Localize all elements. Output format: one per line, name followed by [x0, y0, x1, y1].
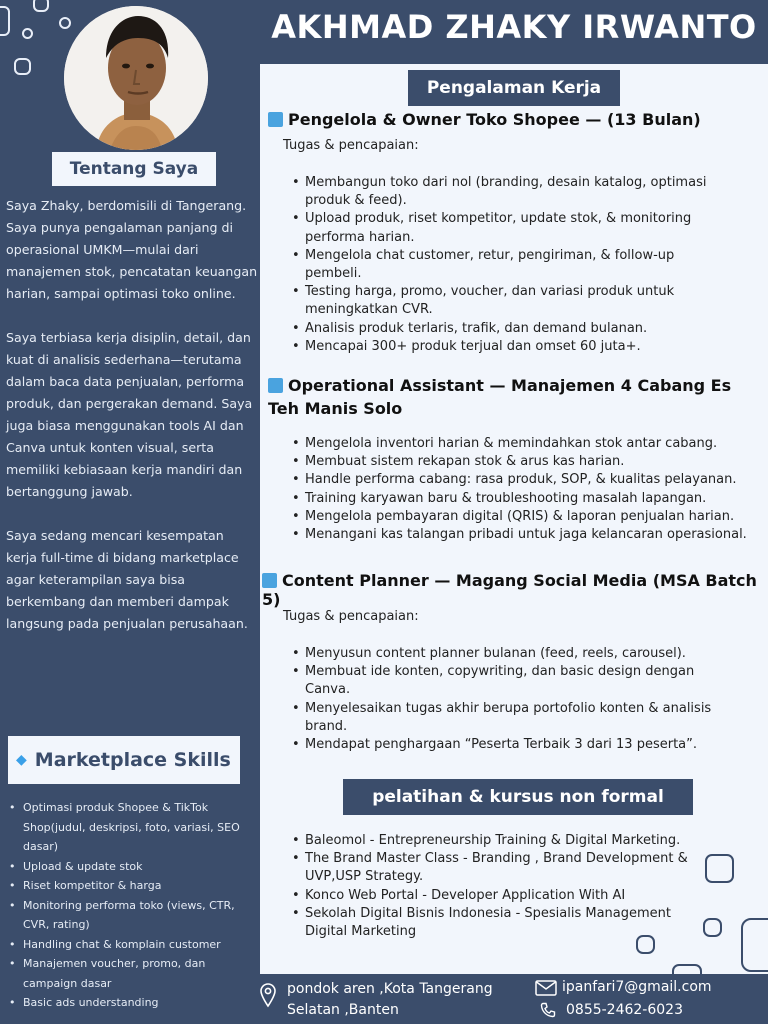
decor-square	[741, 918, 768, 972]
duty-item: • Menyelesaikan tugas akhir berupa portofolio konten & analisis brand.	[290, 700, 715, 736]
decor-square	[703, 918, 722, 937]
square-bullet-icon	[268, 378, 283, 393]
skill-item: • Basic ads understanding	[8, 993, 258, 1013]
skill-item: • Manajemen voucher, promo, dan campaign dasar	[8, 954, 258, 993]
duty-item: • Handle performa cabang: rasa produk, SOP, & kualitas pelayanan.	[290, 471, 768, 489]
duty-item: • Mengelola pembayaran digital (QRIS) & laporan penjualan harian.	[290, 508, 768, 526]
about-paragraph: Saya Zhaky, berdomisili di Tangerang. Saya punya pengalaman panjang di operasional UMKM—mulai dari manajemen stok, pencatatan keuangan harian, sampai optimasi toko online.	[6, 198, 258, 301]
experience-title: Pengalaman Kerja	[408, 70, 620, 106]
job-title-text: Pengelola & Owner Toko Shopee — (13 Bulan)	[288, 110, 701, 129]
skill-item: • Monitoring performa toko (views, CTR, CVR, rating)	[8, 896, 258, 935]
job-duties	[290, 435, 768, 544]
phone[interactable]: 0855-2462-6023	[566, 1002, 683, 1018]
diamond-icon: ◆	[16, 752, 27, 768]
decor-square	[14, 58, 31, 75]
job-title	[268, 374, 763, 420]
decor-square	[705, 854, 734, 883]
decor-square	[33, 0, 49, 12]
skills-list	[8, 798, 258, 1013]
duty-item: • Membangun toko dari nol (branding, desain katalog, optimasi produk & feed).	[290, 174, 710, 210]
duty-item: • Membuat sistem rekapan stok & arus kas harian.	[290, 453, 768, 471]
duty-item: • Training karyawan baru & troubleshooting masalah lapangan.	[290, 490, 768, 508]
phone-icon	[540, 1002, 556, 1018]
job-subtitle: Tugas & pencapaian:	[283, 138, 419, 153]
decor-square	[0, 6, 10, 36]
training-title: pelatihan & kursus non formal	[343, 779, 693, 815]
skill-item: • Optimasi produk Shopee & TikTok Shop(judul, deskripsi, foto, variasi, SEO dasar)	[8, 798, 258, 857]
decor-square	[22, 28, 33, 39]
training-item: • The Brand Master Class - Branding , Brand Development & UVP,USP Strategy.	[290, 850, 702, 886]
about-paragraph: Saya terbiasa kerja disiplin, detail, dan kuat di analisis sederhana—terutama dalam baca data penjualan, performa produk, dan pergerakan demand. Saya juga biasa menggunakan tools AI dan Canva untuk konten visual, serta memiliki kebiasaan kerja mandiri dan bertanggung jawab.	[6, 330, 253, 499]
duty-item: • Mengelola chat customer, retur, pengiriman, & follow-up pembeli.	[290, 247, 710, 283]
duty-item: • Testing harga, promo, voucher, dan variasi produk untuk meningkatkan CVR.	[290, 283, 710, 319]
address-line: Selatan ,Banten	[287, 1002, 399, 1018]
skills-title-box	[8, 736, 240, 784]
duty-item: • Menyusun content planner bulanan (feed, reels, carousel).	[290, 645, 715, 663]
skill-item: • Riset kompetitor & harga	[8, 876, 258, 896]
address-line: pondok aren ,Kota Tangerang	[287, 981, 493, 997]
training-item: • Baleomol - Entrepreneurship Training & Digital Marketing.	[290, 832, 702, 850]
job-title	[268, 110, 758, 129]
duty-item: • Mendapat penghargaan “Peserta Terbaik 3 dari 13 peserta”.	[290, 736, 715, 754]
training-list	[290, 832, 702, 941]
training-item: • Sekolah Digital Bisnis Indonesia - Spesialis Management Digital Marketing	[290, 905, 702, 941]
job-title-text: Operational Assistant — Manajemen 4 Cabang Es Teh Manis Solo	[268, 376, 732, 418]
square-bullet-icon	[262, 573, 277, 588]
job-duties	[290, 174, 710, 356]
training-item: • Konco Web Portal - Developer Application With AI	[290, 887, 702, 905]
mail-icon	[535, 980, 557, 996]
decor-square	[59, 17, 71, 29]
duty-item: • Membuat ide konten, copywriting, dan basic design dengan Canva.	[290, 663, 715, 699]
profile-photo	[64, 6, 208, 150]
job-title-text: Content Planner — Magang Social Media (MSA Batch 5)	[262, 571, 757, 609]
about-title: Tentang Saya	[52, 152, 216, 186]
duty-item: • Analisis produk terlaris, trafik, dan demand bulanan.	[290, 320, 710, 338]
email[interactable]: ipanfari7@gmail.com	[562, 979, 712, 995]
about-text	[6, 195, 258, 657]
duty-item: • Mengelola inventori harian & memindahkan stok antar cabang.	[290, 435, 768, 453]
job-duties	[290, 645, 715, 754]
skills-title: Marketplace Skills	[34, 749, 231, 771]
skill-item: • Handling chat & komplain customer	[8, 935, 258, 955]
duty-item: • Menangani kas talangan pribadi untuk jaga kelancaran operasional.	[290, 526, 768, 544]
job-title	[262, 571, 762, 609]
skill-item: • Upload & update stok	[8, 857, 258, 877]
job-subtitle: Tugas & pencapaian:	[283, 609, 419, 624]
square-bullet-icon	[268, 112, 283, 127]
candidate-name: AKHMAD ZHAKY IRWANTO	[271, 8, 757, 46]
map-pin-icon	[259, 982, 277, 1008]
duty-item: • Mencapai 300+ produk terjual dan omset 60 juta+.	[290, 338, 710, 356]
about-paragraph: Saya sedang mencari kesempatan kerja full-time di bidang marketplace agar keterampilan saya bisa berkembang dan memberi dampak langsung pada penjualan perusahaan.	[6, 528, 248, 631]
address	[287, 979, 493, 1021]
duty-item: • Upload produk, riset kompetitor, update stok, & monitoring performa harian.	[290, 210, 710, 246]
